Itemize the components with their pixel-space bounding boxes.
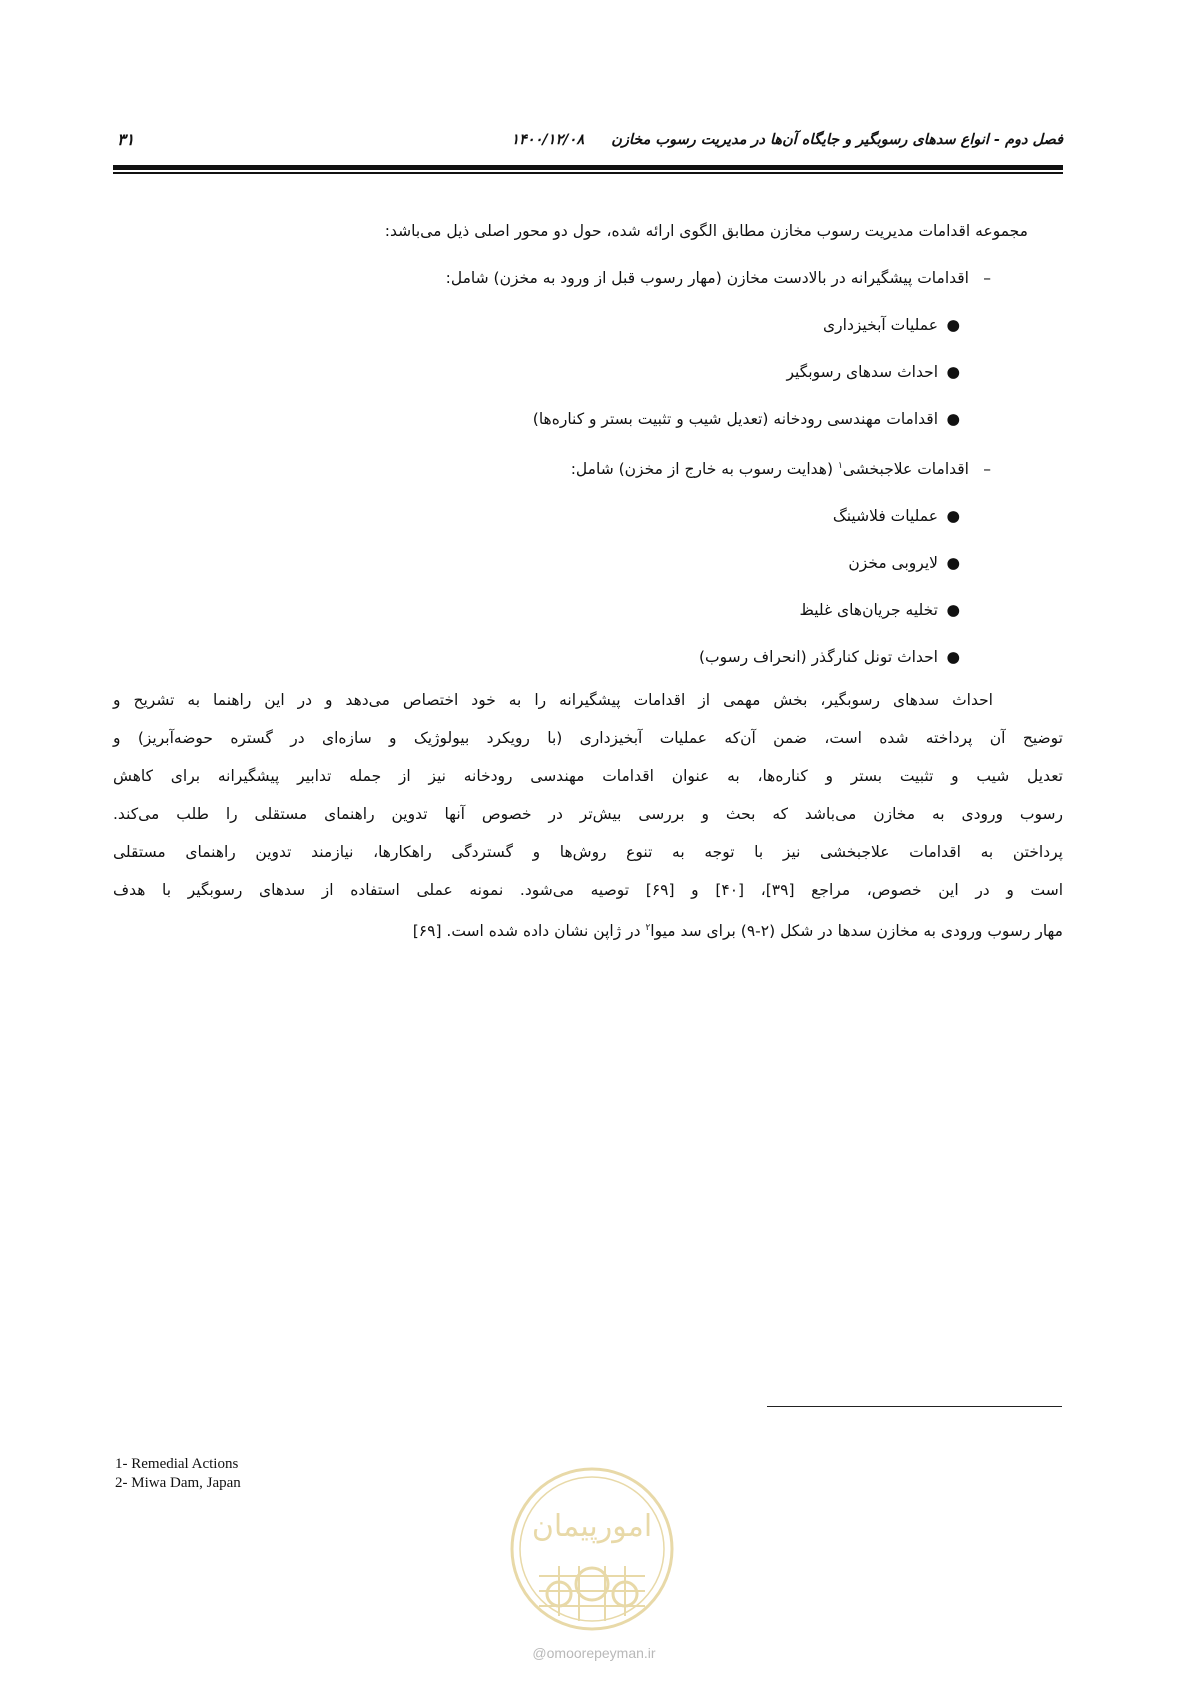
page-header bbox=[113, 128, 1063, 158]
bullet-icon: ● bbox=[946, 507, 960, 526]
paragraph-line: رسوب ورودی به مخازن می‌باشد که بحث و بررسی بیش‌تر در خصوص آنها تدوین راهنمای مستقلی را طلب می‌کند. bbox=[113, 805, 1063, 824]
footnote-ref: ۲ bbox=[645, 923, 651, 934]
footnote-2: 2- Miwa Dam, Japan bbox=[115, 1475, 241, 1491]
paragraph-line: مهار رسوب ورودی به مخازن سدها در شکل (۲-۹) برای سد میوا$^۲$ در ژاپن نشان داده شده است. [۶۹] bbox=[412, 922, 1063, 941]
running-title bbox=[511, 132, 1063, 148]
seal-text: امورپیمان bbox=[531, 1509, 653, 1544]
list-heading-remedial: –اقدامات علاجبخشی$^۱$ (هدایت رسوب به خارج از مخزن) شامل: bbox=[113, 443, 1063, 493]
bullet-icon: ● bbox=[946, 648, 960, 667]
header-rule-thin bbox=[113, 172, 1063, 174]
bullet-icon: ● bbox=[946, 363, 960, 381]
footnotes bbox=[115, 1455, 241, 1493]
paragraph-line: است و در این خصوص، مراجع [۳۹]، [۴۰] و [۶۹] توصیه می‌شود. نمونه عملی استفاده از سدهای رسوبگیر با هدف bbox=[113, 881, 1064, 900]
dash-marker: – bbox=[983, 269, 991, 287]
footnote-ref: ۱ bbox=[837, 461, 843, 471]
paragraph-line: تعدیل شیب و تثبیت بستر و کناره‌ها، به عنوان اقدامات مهندسی رودخانه نیز از جمله تدابیر پیشگیرانه برای کاهش bbox=[113, 767, 1063, 786]
bullet-icon: ● bbox=[946, 601, 960, 620]
watermark-site: @omoorepeyman.ir bbox=[532, 1645, 656, 1661]
footnote-1: 1- Remedial Actions bbox=[115, 1456, 239, 1472]
paragraph-line: پرداختن به اقدامات علاجبخشی نیز با توجه به تنوع روش‌ها و گستردگی راهکارها، نیازمند تدوین راهنمای مستقلی bbox=[113, 843, 1063, 862]
list-item: ●اقدامات مهندسی رودخانه (تعدیل شیب و تثبیت بستر و کناره‌ها) bbox=[113, 396, 1063, 443]
chapter-title: فصل دوم - انواع سدهای رسوبگیر و جایگاه آن‌ها در مدیریت رسوب مخازن bbox=[611, 132, 1063, 148]
page-number: ۳۱ bbox=[117, 130, 135, 149]
paragraph-line: توضیح آن پرداخته شده است، ضمن آن‌که عملیات آبخیزداری (با رویکرد بیولوژیک و سازه‌ای در گستره حوضه‌آبریز) و bbox=[113, 729, 1063, 748]
list-item: ●لایروبی مخزن bbox=[113, 540, 1063, 587]
list-item: ●عملیات آبخیزداری bbox=[113, 302, 1063, 349]
at-icon: @ bbox=[532, 1645, 547, 1661]
list-item: ●تخلیه جریان‌های غلیظ bbox=[113, 587, 1063, 634]
header-rule-thick bbox=[113, 165, 1063, 170]
list-heading-preventive: –اقدامات پیشگیرانه در بالادست مخازن (مهار رسوب قبل از ورود به مخزن) شامل: bbox=[113, 255, 1063, 302]
main-content bbox=[113, 208, 1063, 950]
watermark-seal-icon bbox=[509, 1466, 675, 1632]
list-item: ●احداث تونل کنارگذر (انحراف رسوب) bbox=[113, 634, 1063, 681]
header-date: ۱۴۰۰/۱۲/۰۸ bbox=[511, 132, 585, 148]
bullet-icon: ● bbox=[946, 316, 960, 334]
body-paragraph bbox=[113, 681, 1063, 950]
footnote-separator bbox=[767, 1406, 1062, 1407]
list-item: ●احداث سدهای رسوبگیر bbox=[113, 349, 1063, 396]
bullet-icon: ● bbox=[946, 554, 960, 573]
list-item: ●عملیات فلاشینگ bbox=[113, 493, 1063, 540]
dash-marker: – bbox=[983, 460, 991, 479]
paragraph-line: احداث سدهای رسوبگیر، بخش مهمی از اقدامات پیشگیرانه را به خود اختصاص می‌دهد و در این راهنما به تشریح و bbox=[113, 691, 993, 710]
bullet-icon: ● bbox=[946, 410, 960, 428]
intro-text: مجموعه اقدامات مدیریت رسوب مخازن مطابق الگوی ارائه شده، حول دو محور اصلی ذیل می‌باشد: bbox=[384, 222, 1028, 240]
